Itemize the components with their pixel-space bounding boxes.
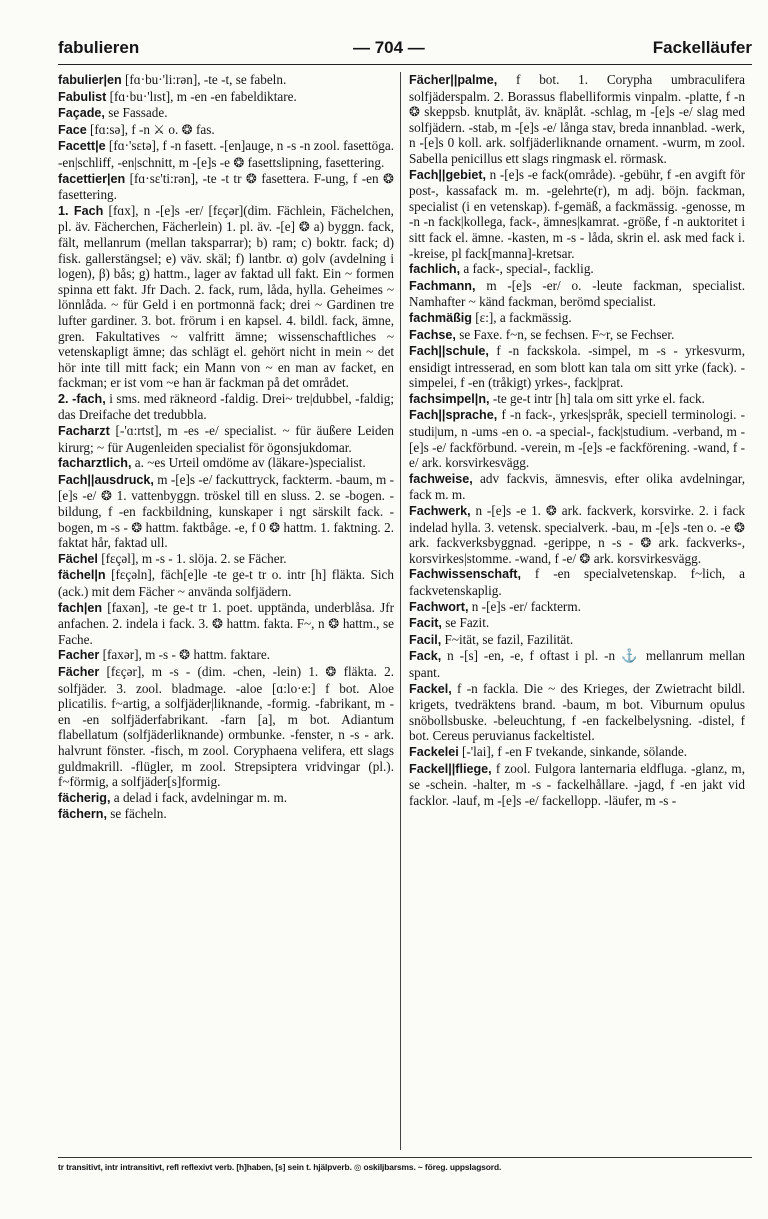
dictionary-entry [409, 407, 745, 470]
entry-definition: [faxən], -te ge-t tr 1. poet. upptända, underblåsa. Jfr anfachen. 2. indela i fack. 3. ❂ hattm. fakta. F~, n ❂ hattm., se Fache. [58, 599, 394, 647]
entry-definition: f -n fackla. Die ~ des Krieges, der Zwietracht bildl. krigets, tvedräktens brand. -baum, m bot. Viburnum opulus snöbollsbuske. -beleuchtung, f -en fackelbelysning. -distel, f bot. Cereus peruvianus fackeltistel. [409, 680, 745, 744]
entry-definition: f -en specialvetenskap. f~lich, a fackvetenskaplig. [409, 566, 745, 598]
dictionary-entry [409, 343, 745, 391]
dictionary-entry [58, 138, 394, 170]
entry-headword: Face [58, 122, 87, 137]
entry-definition: n -[s] -en, -e, f oftast i pl. -n ⚓ mellanrum mellan spant. [409, 648, 745, 680]
entry-headword: Fächer||palme, [409, 73, 498, 87]
entry-headword: fachsimpel|n, [409, 391, 490, 406]
dictionary-entry [409, 391, 745, 408]
header-last-word: Fackelläufer [652, 38, 752, 57]
entry-headword: fachlich, [409, 262, 461, 277]
entry-headword: Fachwissenschaft, [409, 567, 521, 582]
entry-definition: n -[e]s -e 1. ❂ ark. fackverk, korsvirke. 2. i fack indelad hylla. 3. vetensk. specialverk. -bau, m -[e]s -ten o. -e ❂ ark. fackverksbyggnad. -gerippe, n -s - ❂ ark. fackverks-, korsvirkes|stomme. -wand, f -e/ ❂ ark. korsvirkesvägg. [409, 503, 745, 566]
column-divider [400, 72, 401, 1150]
dictionary-entry [58, 806, 394, 823]
entry-headword: Fach||schule, [409, 344, 489, 359]
entry-headword: Façade, [58, 106, 105, 121]
entry-headword: Facett|e [58, 139, 106, 154]
entry-headword: Fach||sprache, [409, 408, 498, 423]
entry-definition: F~ität, se fazil, Fazilität. [441, 631, 574, 647]
dictionary-entry [58, 171, 394, 203]
entry-definition: [fɑ·bu·'lɪst], m -en -en fabeldiktare. [106, 88, 297, 104]
entry-headword: Fabulist [58, 89, 107, 104]
dictionary-entry [409, 761, 745, 809]
entry-definition: [-'ɑ:rtst], m -es -e/ specialist. ~ für äußere Leiden kirurg; ~ für Augenleiden specialist för ögonsjukdomar. [58, 423, 394, 455]
entry-definition: [-'lai], f -en F tvekande, sinkande, sölande. [458, 743, 688, 759]
entry-definition: [fɑx], n -[e]s -er/ [fɛçər](dim. Fächlein, Fächelchen, pl. äv. Fächerchen, Fächerlein) 1. pl. äv. -[e] ❂ a) byggn. fack, fält, mellanrum (mellan taksparrar); b) ram; c) boktr. fack; d) fisk. gallerstängsel; e) väv. skäl; f) lantbr. α) golv (avdelning i logen), β) bås; g) hattm., lager av faktad ull fakt. Ein ~ formen spinna ett fakt. Jfr Dach. 2. fack, rum, låda, hylla. Geheimes ~ lönnlåda. ~ für Geld i en portmonnä fack; drei ~ Gardinen tre lufter gardiner. 3. bot. frörum i en kapsel. 4. bildl. fack, ämne, gren. Fakultatives ~ valfritt ämne; wissenschaftliches ~ vetenskapligt ämne; das schlägt el. gehört nicht in mein ~ det hör inte till mitt fack; ein Mann von ~ en man av facket, en fackman; er ist vom ~e han är fackman på det området. [58, 202, 394, 391]
dictionary-entry [409, 167, 745, 262]
entry-definition: f bot. 1. Corypha umbraculifera solfjäderspalm. 2. Borassus flabelliformis vinpalm. -platte, f -n ❂ skeppsb. knutplåt, äv. knäplåt. -schlag, m -[e]s -e/ slag med solfjädern. -stab, m -[e]s -e/ långa stav, breda innanblad. -werk, n -[e]s 0 koll. ark. solfjäderliknande ornament. -wurm, m zool. Sabella penicillus ett slags ringmask el. rörmask. [409, 72, 745, 166]
dictionary-entry [409, 278, 745, 310]
entry-headword: Fachwerk, [409, 504, 471, 519]
entry-definition: se Fassade. [104, 105, 168, 121]
dictionary-entry [58, 790, 394, 807]
entry-headword: Facharzt [58, 424, 110, 439]
entry-definition: -te ge-t intr [h] tala om sitt yrke el. fack. [489, 390, 705, 406]
dictionary-entry [409, 503, 745, 566]
dictionary-entry [409, 744, 745, 761]
dictionary-entry [58, 551, 394, 568]
entry-definition: [fɛçəln], fäch[e]le -te ge-t tr o. intr [h] fläkta. Sich (ack.) mit dem Fächer ~ använda solfjädern. [58, 567, 394, 599]
entry-definition: i sms. med räkneord -faldig. Drei~ tre|dubbel, -faldig; das Dreifache det tredubbla. [58, 390, 394, 423]
entry-definition: [fɑ·'sɛtə], f -n fasett. -[en]auge, n -s -n zool. fasettöga. -en|schliff, -en|schnitt, m -[e]s -e ❂ fasettslipning, fasettering. [58, 138, 394, 170]
dictionary-entry [58, 472, 394, 551]
dictionary-entry [409, 72, 745, 167]
dictionary-entry [409, 327, 745, 344]
dictionary-entry [409, 471, 745, 503]
dictionary-entry [409, 632, 745, 649]
entry-headword: Facher [58, 648, 100, 663]
entry-definition: a fack-, special-, facklig. [460, 261, 594, 277]
entry-headword: 2. -fach, [58, 391, 106, 406]
dictionary-entry [409, 566, 745, 598]
entry-headword: facettier|en [58, 171, 126, 186]
dictionary-entry [409, 599, 745, 616]
dictionary-entry [58, 455, 394, 472]
entry-headword: Facit, [409, 616, 442, 631]
dictionary-entry [58, 89, 394, 106]
entry-headword: fachmäßig [409, 310, 472, 325]
entry-definition: [fɛçər], m -s - (dim. -chen, -lein) 1. ❂ fläkta. 2. solfjäder. 3. zool. bladmage. -aloe [ɑ:lo·e:] f bot. Aloe plicatilis. f~artig, a solfjäder|liknande, -formig. -fabrikant, m -en -en solfjäderfabrikant. -farn [a], m bot. Adiantum flabellatum (solfjäderliknande) ormbunke. -fenster, n -s - ark. halvrunt fönster. -fisch, m zool. Coryphaena velifera, ett slags guldmakrill. -flügler, m zool. Strepsiptera vridvingar (pl.). f~förmig, a solfjäder[s]formig. [58, 663, 394, 790]
entry-headword: Fack, [409, 649, 442, 664]
entry-headword: Fach||gebiet, [409, 167, 487, 182]
entry-definition: [fɑ·sɛ'ti:rən], -te -t tr ❂ fasettera. F-ung, f -en ❂ fasettering. [58, 170, 394, 203]
entry-definition: f zool. Fulgora lanternaria eldfluga. -glanz, m, se -schein. -halter, m -s - fackelhållare. -jagd, f -en jakt vid facklor. -lauf, m -[e]s -e/ fackellopp. -läufer, m -s - [409, 760, 745, 808]
dictionary-entry [58, 600, 394, 648]
dictionary-entry [409, 615, 745, 632]
dictionary-entry [409, 648, 745, 680]
dictionary-entry [58, 72, 394, 89]
entry-headword: Fächel [58, 551, 98, 566]
dictionary-entry [58, 203, 394, 391]
entry-headword: fabulier|en [58, 73, 122, 87]
entry-headword: fach|en [58, 600, 103, 615]
entry-definition: a. ~es Urteil omdöme av (läkare-)specialist. [131, 455, 366, 471]
entry-headword: facharztlich, [58, 456, 132, 471]
entry-definition: se fächeln. [107, 806, 167, 822]
left-column [58, 72, 394, 1152]
entry-definition: se Fazit. [441, 615, 490, 631]
dictionary-entry [58, 105, 394, 122]
entry-headword: fächern, [58, 807, 107, 822]
entry-definition: n -[e]s -e fack(område). -gebühr, f -en avgift för post-, kassafack m. m. -gelehrte(r), m adj. böjn. fackman, specialist (i en vetenskap). f-gemäß, a fackmässig. -genosse, m -n -n fack|kollega, fack-, ämnes|kamrat. -größe, f -n auktoritet i sitt fack el. ämne. -kasten, m -s - låda, skrin el. ask med fack i. -kreise, pl fack[manna]-kretsar. [409, 166, 745, 261]
entry-headword: 1. Fach [58, 203, 104, 218]
entry-definition: [fɑ·bu·'li:rən], -te -t, se fabeln. [121, 72, 287, 87]
entry-headword: fächerig, [58, 790, 111, 805]
footer-rule [58, 1157, 752, 1158]
header-first-word: fabulieren [58, 38, 140, 57]
entry-headword: fachweise, [409, 471, 473, 486]
right-column [409, 72, 745, 1152]
entry-definition: [fɑ:sə], f -n ⚔ o. ❂ fas. [86, 121, 215, 137]
entry-definition: n -[e]s -er/ fackterm. [468, 598, 581, 614]
dictionary-entry [58, 122, 394, 139]
dictionary-entry [58, 423, 394, 455]
entry-definition: se Faxe. f~n, se fechsen. F~r, se Fechser. [455, 326, 675, 342]
entry-headword: Fächer [58, 664, 100, 679]
dictionary-entry [409, 310, 745, 327]
dictionary-entry [409, 261, 745, 278]
entry-headword: Fachse, [409, 327, 456, 342]
entry-definition: m -[e]s -e/ fackuttryck, fackterm. -baum, m -[e]s -e/ ❂ 1. vattenbyggn. tröskel till en sluss. 2. se -bogen. -bildung, f -en fackbildning, kunskaper i ngt särskilt fack. -bogen, m -s - ❂ hattm. faktbåge. -e, f 0 ❂ hattm. 1. faktning. 2. faktat hår, faktad ull. [58, 471, 394, 551]
dictionary-entry [58, 567, 394, 599]
entry-definition: [faxər], m -s - ❂ hattm. faktare. [99, 647, 271, 663]
entry-definition: [fɛçəl], m -s - 1. slöja. 2. se Fächer. [97, 550, 287, 566]
header-rule [58, 64, 752, 65]
entry-headword: Fach||ausdruck, [58, 472, 154, 487]
entry-headword: fächel|n [58, 568, 106, 583]
entry-definition: adv fackvis, ämnesvis, efter olika avdelningar, fack m. m. [409, 470, 745, 503]
dictionary-entry [58, 647, 394, 664]
entry-headword: Fackel||fliege, [409, 761, 492, 776]
dictionary-entry [409, 681, 745, 744]
entry-definition: f -n fackskola. -simpel, m -s - yrkesvurm, ensidigt intresserad, en som blott kan tala om sitt yrke (fack). -simpelei, f -en (tråkigt) yrkes-, fack|prat. [409, 343, 745, 391]
entry-definition: a delad i fack, avdelningar m. m. [110, 789, 287, 805]
entry-headword: Fachmann, [409, 278, 476, 293]
page-number: — 704 — [353, 38, 425, 57]
dictionary-entry [58, 391, 394, 423]
entry-headword: Fachwort, [409, 599, 469, 614]
abbreviation-footer: tr transitivt, intr intransitivt, refl reflexivt verb. [h]haben, [s] sein t. hjälpverb. ◎ oskiljbarsms. ~ föreg. uppslagsord. [58, 1162, 502, 1172]
entry-headword: Fackel, [409, 681, 452, 696]
entry-headword: Facil, [409, 632, 442, 647]
dictionary-entry [58, 664, 394, 790]
entry-definition: m -[e]s -er/ o. -leute fackman, specialist. Namhafter ~ känd fackman, berömd specialist. [409, 277, 745, 310]
page-header [58, 38, 752, 60]
entry-definition: f -n fack-, yrkes|språk, speciell terminologi. -studi|um, n -ums -en o. -a special-, fack|studium. -verband, m -[e]s -e/ fackförbund. -verein, m -[e]s -e fackförening. -wand, f -e/ ark. korsvirkesvägg. [409, 407, 745, 471]
entry-definition: [ɛ:], a fackmässig. [471, 309, 572, 325]
entry-headword: Fackelei [409, 744, 459, 759]
